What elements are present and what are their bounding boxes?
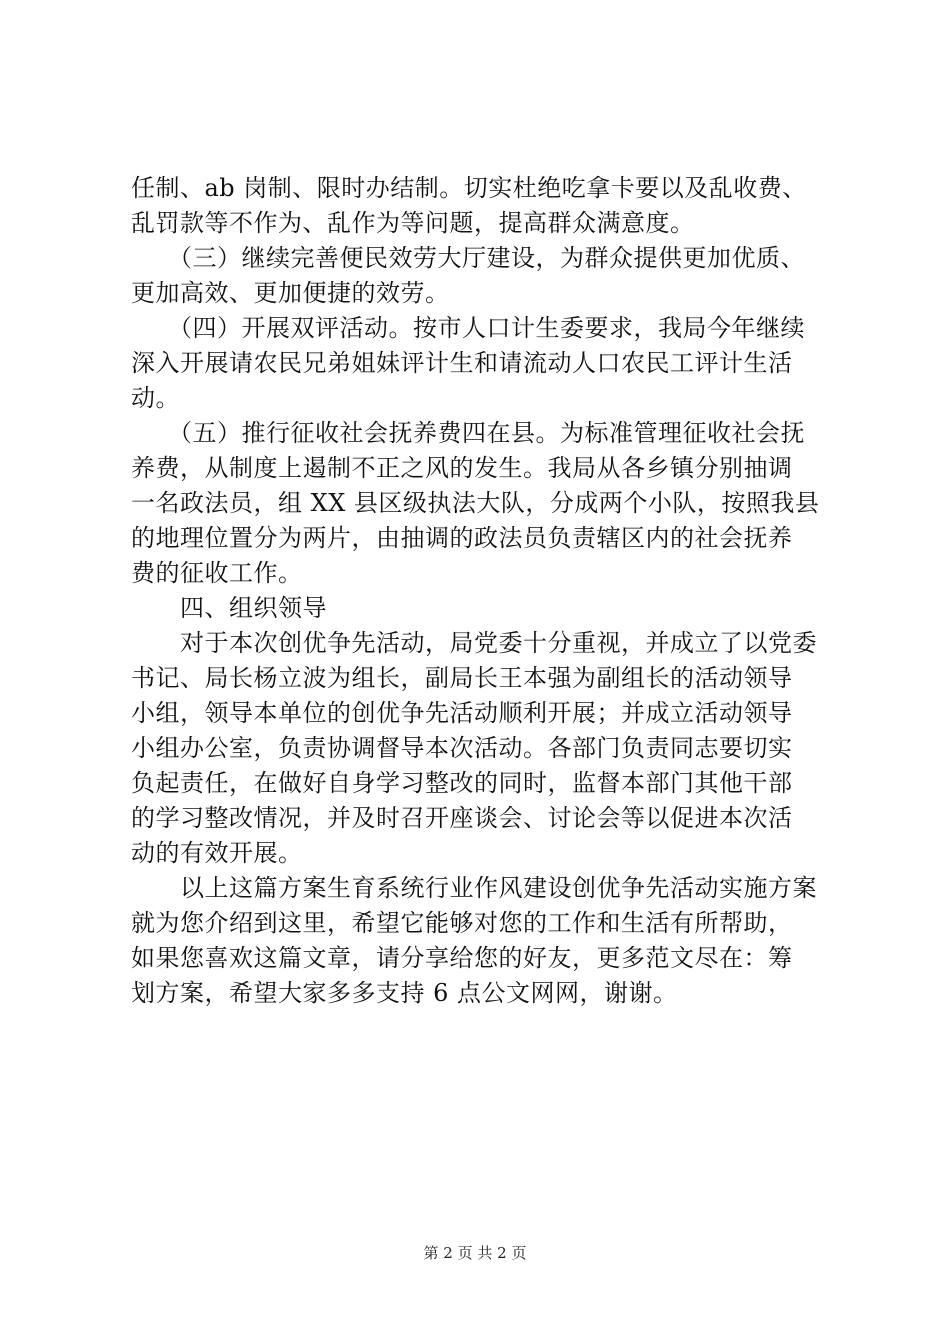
text-line: 小组办公室，负责协调督导本次活动。各部门负责同志要切实 bbox=[131, 734, 793, 762]
text-line: 动。 bbox=[131, 384, 180, 412]
page-number-footer: 第 2 页 共 2 页 bbox=[423, 1244, 527, 1262]
text-line: 的学习整改情况，并及时召开座谈会、讨论会等以促进本次活 bbox=[131, 804, 793, 832]
text-line: （三）继续完善便民效劳大厅建设，为群众提供更加优质、 bbox=[131, 244, 805, 272]
text-line: （五）推行征收社会抚养费四在县。为标准管理征收社会抚 bbox=[131, 419, 805, 447]
text-line: 负起责任，在做好自身学习整改的同时，监督本部门其他干部 bbox=[131, 769, 793, 797]
text-line: （四）开展双评活动。按市人口计生委要求，我局今年继续 bbox=[131, 314, 805, 342]
text-line: 动的有效开展。 bbox=[131, 839, 303, 867]
text-line: 乱罚款等不作为、乱作为等问题，提高群众满意度。 bbox=[131, 209, 695, 237]
section-heading: 四、组织领导 bbox=[131, 594, 327, 622]
text-line: 一名政法员，组 XX 县区级执法大队，分成两个小队，按照我县 bbox=[131, 489, 820, 517]
text-line: 就为您介绍到这里，希望它能够对您的工作和生活有所帮助， bbox=[131, 909, 793, 937]
text-line: 小组，领导本单位的创优争先活动顺利开展；并成立活动领导 bbox=[131, 699, 793, 727]
text-line: 养费，从制度上遏制不正之风的发生。我局从各乡镇分别抽调 bbox=[131, 454, 793, 482]
text-line: 划方案，希望大家多多支持 6 点公文网网，谢谢。 bbox=[131, 979, 678, 1007]
text-line: 深入开展请农民兄弟姐妹评计生和请流动人口农民工评计生活 bbox=[131, 349, 793, 377]
text-line: 对于本次创优争先活动，局党委十分重视，并成立了以党委 bbox=[131, 629, 817, 657]
text-line: 费的征收工作。 bbox=[131, 559, 303, 587]
text-line: 以上这篇方案生育系统行业作风建设创优争先活动实施方案 bbox=[131, 874, 817, 902]
text-line: 更加高效、更加便捷的效劳。 bbox=[131, 279, 450, 307]
text-line: 任制、ab 岗制、限时办结制。切实杜绝吃拿卡要以及乱收费、 bbox=[131, 174, 807, 202]
document-body bbox=[131, 171, 831, 1011]
text-line: 的地理位置分为两片，由抽调的政法员负责辖区内的社会抚养 bbox=[131, 524, 793, 552]
text-line: 如果您喜欢这篇文章，请分享给您的好友，更多范文尽在：筹 bbox=[131, 944, 793, 972]
text-line: 书记、局长杨立波为组长，副局长王本强为副组长的活动领导 bbox=[131, 664, 793, 692]
